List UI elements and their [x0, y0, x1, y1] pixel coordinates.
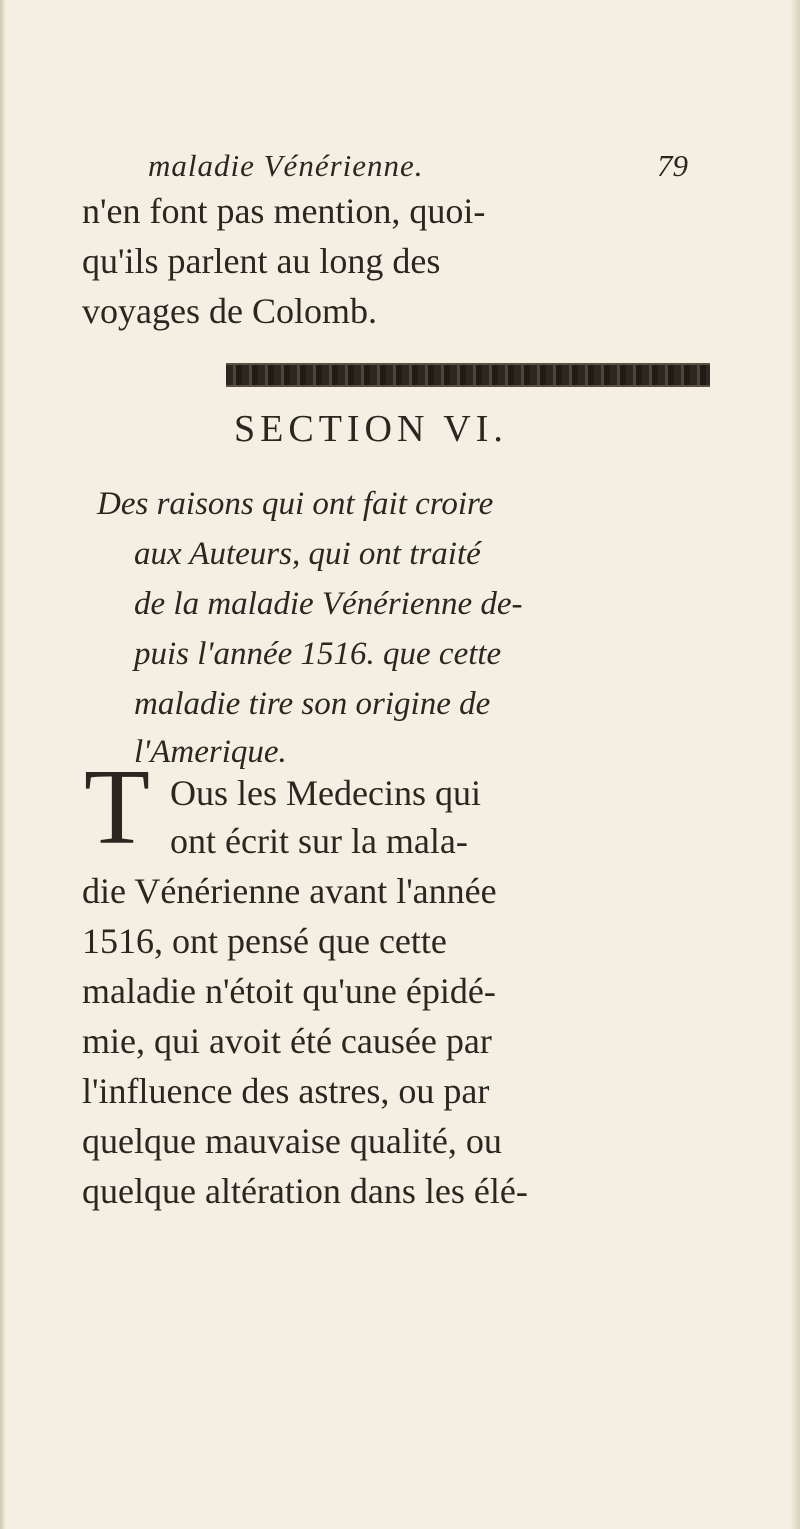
section-title-line-2: aux Auteurs, qui ont traité: [134, 536, 481, 572]
running-head: [148, 148, 688, 188]
body-line-3: die Vénérienne avant l'année: [82, 871, 497, 911]
section-title-line-6: l'Amerique.: [134, 734, 287, 770]
drop-cap: T: [84, 748, 150, 867]
section-title-line-4: puis l'année 1516. que cette: [134, 636, 502, 672]
body-line-6: mie, qui avoit été causée par: [82, 1021, 492, 1061]
page-edge-right: [790, 0, 800, 1529]
continuation-line-3: voyages de Colomb.: [82, 291, 377, 331]
body-line-7: l'influence des astres, ou par: [82, 1071, 490, 1111]
body-line-5: maladie n'étoit qu'une épidé-: [82, 971, 496, 1011]
body-line-8: quelque mauvaise qualité, ou: [82, 1121, 502, 1161]
page-edge-left: [0, 0, 6, 1529]
section-title-line-1: Des raisons qui ont fait croire: [97, 486, 494, 522]
section-heading: SECTION VI.: [234, 408, 508, 450]
body-line-9: quelque altération dans les élé-: [82, 1171, 528, 1211]
section-title-line-5: maladie tire son origine de: [134, 686, 491, 722]
continuation-line-1: n'en font pas mention, quoi-: [82, 191, 486, 231]
page-number: 79: [657, 148, 688, 183]
body-first-line: Ous les Medecins qui: [170, 773, 481, 813]
running-title: maladie Vénérienne.: [148, 148, 424, 183]
ornamental-rule: [226, 363, 710, 387]
body-line-4: 1516, ont pensé que cette: [82, 921, 447, 961]
body-second-line: ont écrit sur la mala-: [170, 821, 468, 861]
continuation-line-2: qu'ils parlent au long des: [82, 241, 441, 281]
section-title-line-3: de la maladie Vénérienne de-: [134, 586, 523, 622]
